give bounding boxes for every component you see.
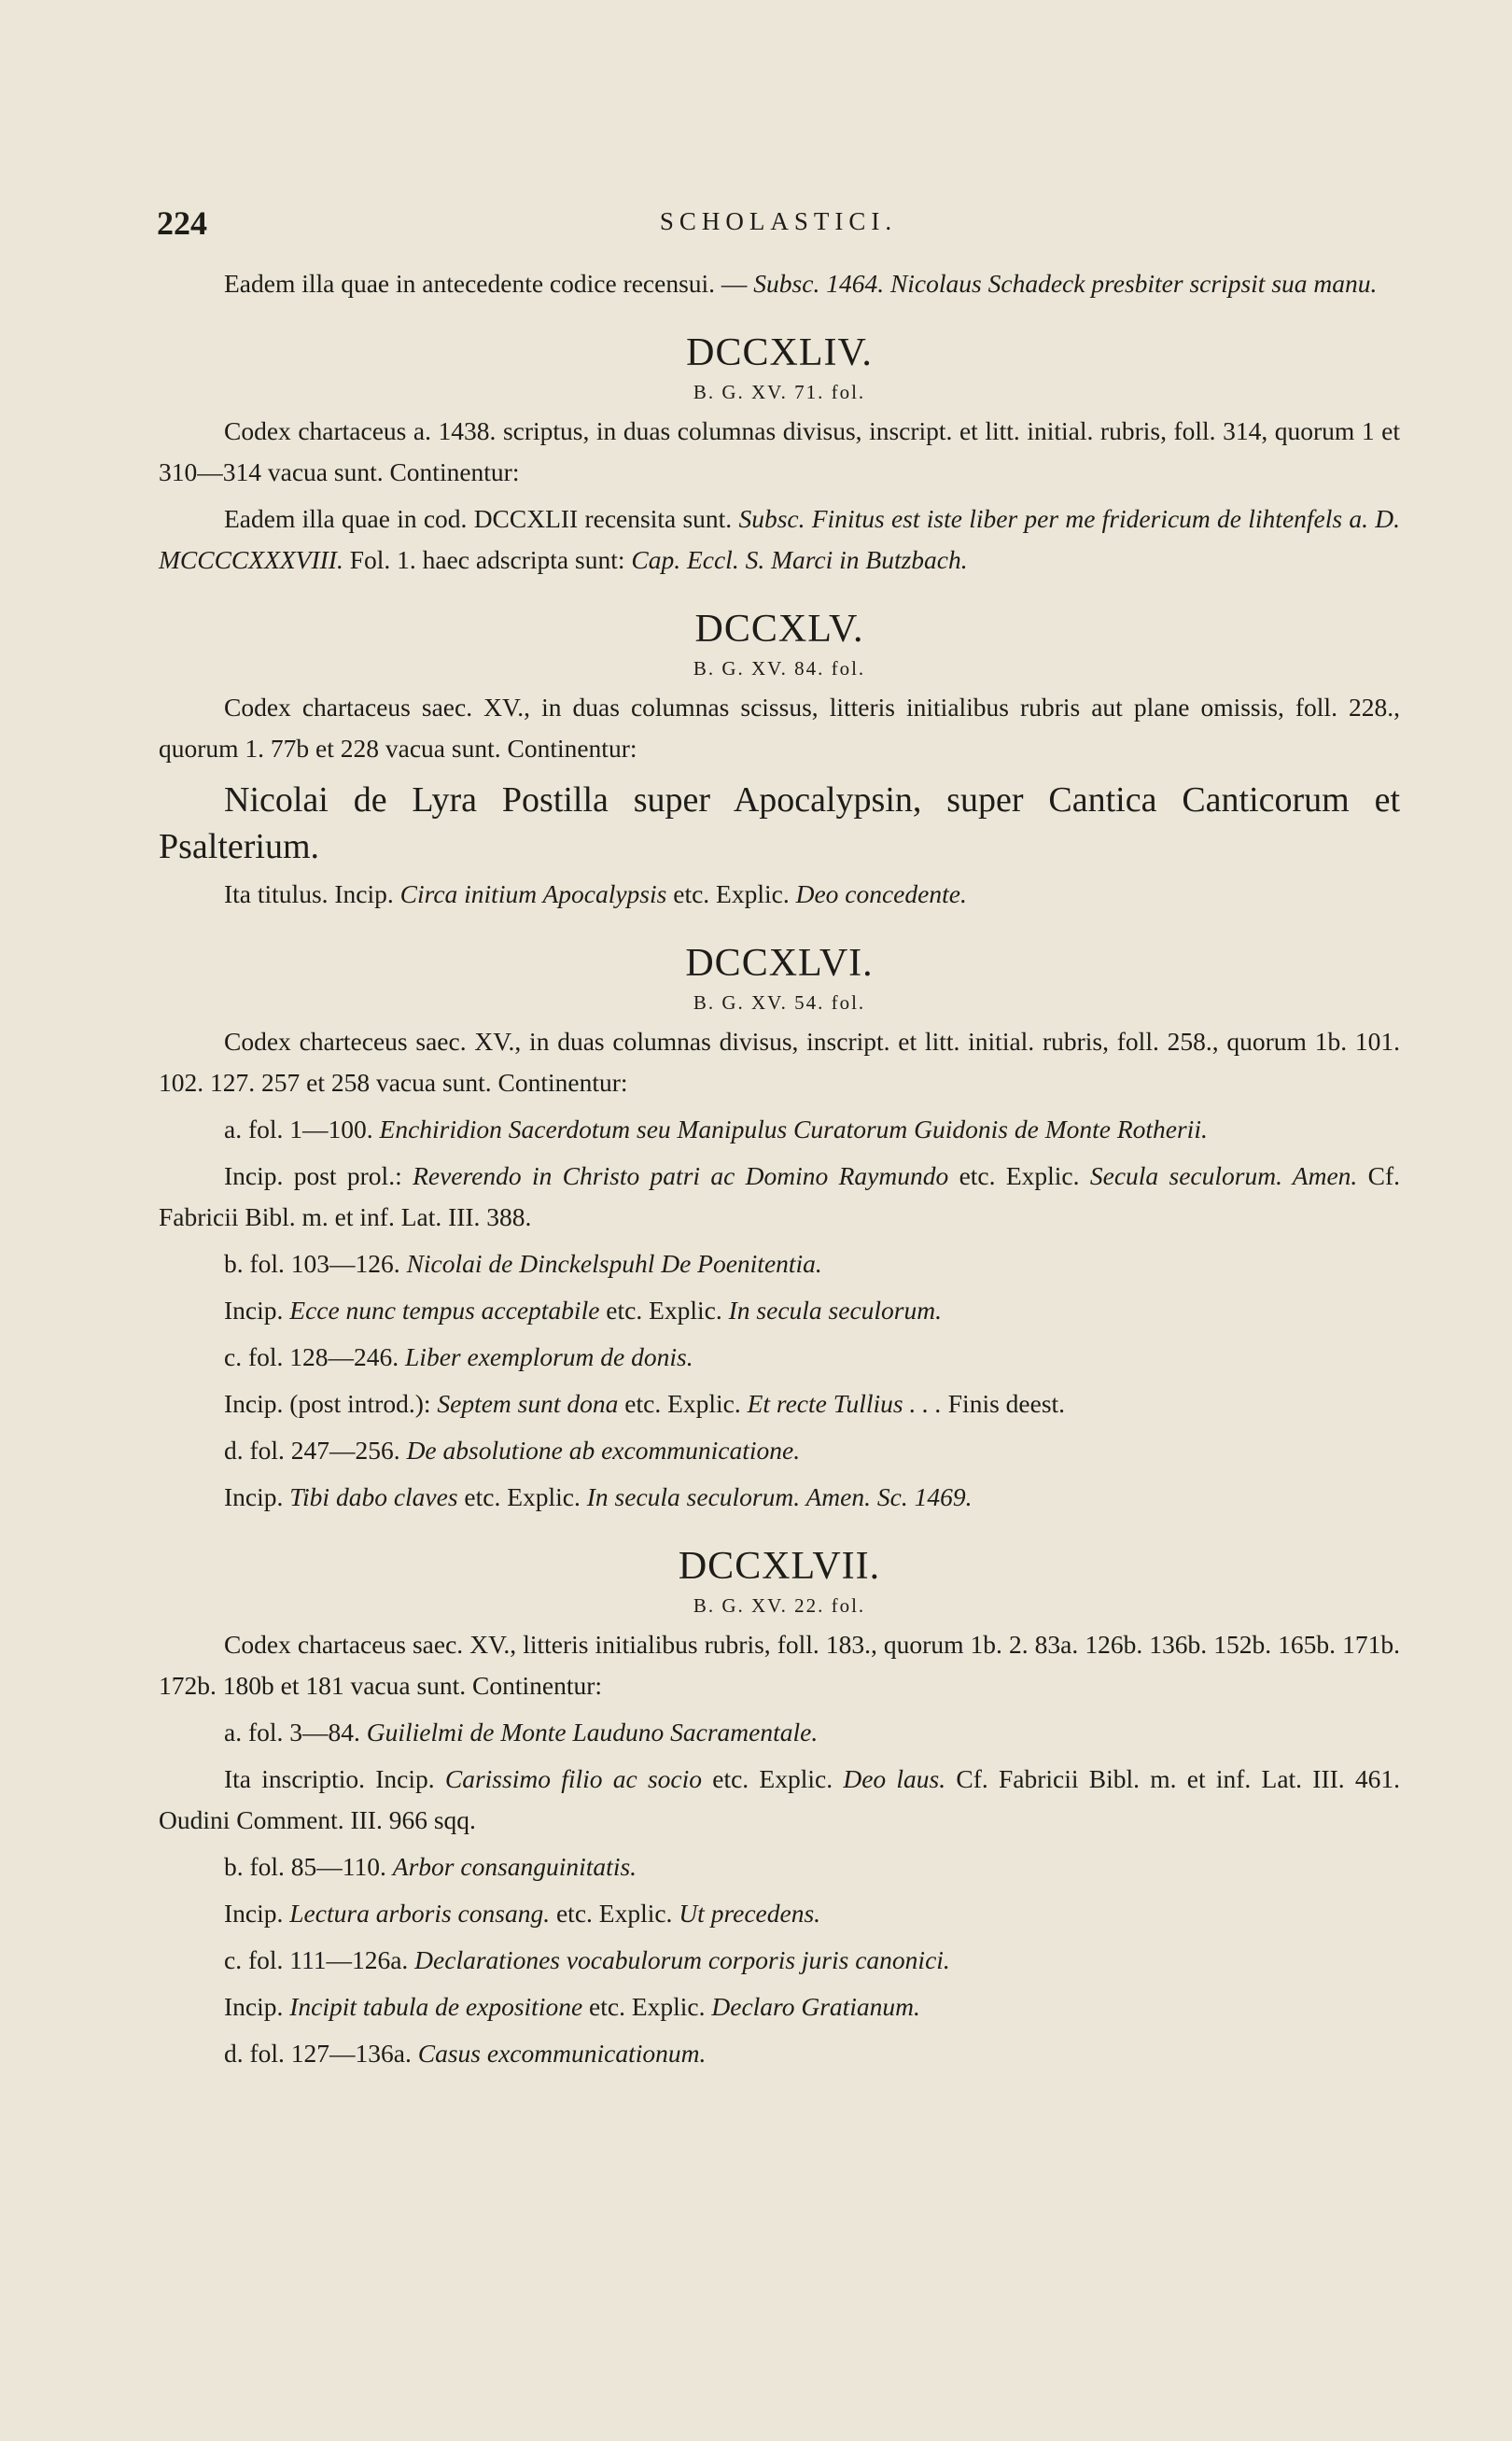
page-body: [159, 263, 1400, 2074]
codex-title-747: DCCXLVII.: [678, 1545, 881, 1588]
item-746-d: d. fol. 247—256. De absolutione ab excommunicatione.: [224, 1436, 801, 1465]
item-746-b: b. fol. 103—126. Nicolai de Dinckelspuhl De Poenitentia.: [224, 1249, 822, 1278]
page-number: 224: [157, 204, 207, 242]
incipit-746-d: Incip. Tibi dabo claves etc. Explic. In secula seculorum. Amen. Sc. 1469.: [224, 1482, 973, 1511]
item-747-a: a. fol. 3—84. Guilielmi de Monte Laudunо Sacramentale.: [224, 1718, 819, 1747]
contents-744: Eadem illa quae in cod. DCCXLII recensita sunt. Subsc. Finitus est iste liber per me fridericum de lihtenfels a. D. MCCCCXXXVIII. Fol. 1. haec adscripta sunt: Cap. Eccl. S. Marci in Butzbach.: [159, 504, 1400, 574]
item-747-b: b. fol. 85—110. Arbor consanguinitatis.: [224, 1852, 637, 1881]
item-746-c: c. fol. 128—246. Liber exemplorum de donis.: [224, 1342, 693, 1371]
intro-subscription: Subsc. 1464. Nicolaus Schadeck presbiter scripsit sua manu.: [753, 269, 1378, 298]
running-title: SCHOLASTICI.: [659, 207, 898, 235]
description-744: Codex chartaceus a. 1438. scriptus, in duas columnas divisus, inscript. et litt. initial. rubris, foll. 314, quorum 1 et 310—314 vacua sunt. Continentur:: [159, 416, 1400, 486]
codex-title-746: DCCXLVI.: [685, 942, 874, 985]
work-title-745: Nicolai de Lyra Postilla super Apocalypsin, super Cantica Canticorum et Psalterium.: [159, 780, 1400, 866]
shelfmark-746: B. G. XV. 54. fol.: [693, 991, 866, 1014]
codex-title-745: DCCXLV.: [694, 608, 864, 651]
incipit-747-b: Incip. Lectura arboris consang. etc. Explic. Ut precedens.: [224, 1899, 821, 1928]
incipit-746-a: Incip. post prol.: Reverendo in Christo patri ac Domino Raymundo etc. Explic. Secula seculorum. Amen. Cf. Fabricii Bibl. m. et inf. Lat. III. 388.: [159, 1161, 1400, 1231]
incipit-747-a: Ita inscriptio. Incip. Carissimo filio ac socio etc. Explic. Deo laus. Cf. Fabricii Bibl. m. et inf. Lat. III. 461. Oudini Comment. III. 966 sqq.: [159, 1764, 1401, 1834]
shelfmark-747: B. G. XV. 22. fol.: [693, 1594, 866, 1617]
item-746-a: a. fol. 1—100. Enchiridion Sacerdotum seu Manipulus Curatorum Guidonis de Monte Rotherii.: [224, 1115, 1208, 1143]
item-747-c: c. fol. 111—126a. Declarationes vocabulorum corporis juris canonici.: [224, 1945, 950, 1974]
incipit-747-c: Incip. Incipit tabula de expositione etc. Explic. Declaro Gratianum.: [224, 1992, 920, 2021]
shelfmark-744: B. G. XV. 71. fol.: [693, 381, 866, 403]
intro-paragraph: Eadem illa quae in antecedente codice recensui. — Subsc. 1464. Nicolaus Schadeck presbiter scripsit sua manu.: [224, 269, 1378, 298]
codex-title-744: DCCXLIV.: [686, 331, 873, 374]
shelfmark-745: B. G. XV. 84. fol.: [693, 657, 866, 680]
item-747-d: d. fol. 127—136a. Casus excommunicationum.: [224, 2039, 707, 2068]
description-745: Codex chartaceus saec. XV., in duas columnas scissus, litteris initialibus rubris aut plane omissis, foll. 228., quorum 1. 77b et 228 vacua sunt. Continentur:: [159, 693, 1400, 763]
description-746: Codex charteceus saec. XV., in duas columnas divisus, inscript. et litt. initial. rubris, foll. 258., quorum 1b. 101. 102. 127. 257 et 258 vacua sunt. Continentur:: [159, 1027, 1400, 1097]
incipit-745: Ita titulus. Incip. Circa initium Apocalypsis etc. Explic. Deo concedente.: [224, 879, 967, 908]
incipit-746-b: Incip. Ecce nunc tempus acceptabile etc. Explic. In secula seculorum.: [224, 1296, 942, 1325]
incipit-746-c: Incip. (post introd.): Septem sunt dona etc. Explic. Et recte Tullius . . . Finis deest.: [224, 1389, 1066, 1418]
page-header: [157, 203, 1400, 250]
description-747: Codex chartaceus saec. XV., litteris initialibus rubris, foll. 183., quorum 1b. 2. 83a. 126b. 136b. 152b. 165b. 171b. 172b. 180b et 181 vacua sunt. Continentur:: [159, 1630, 1400, 1700]
